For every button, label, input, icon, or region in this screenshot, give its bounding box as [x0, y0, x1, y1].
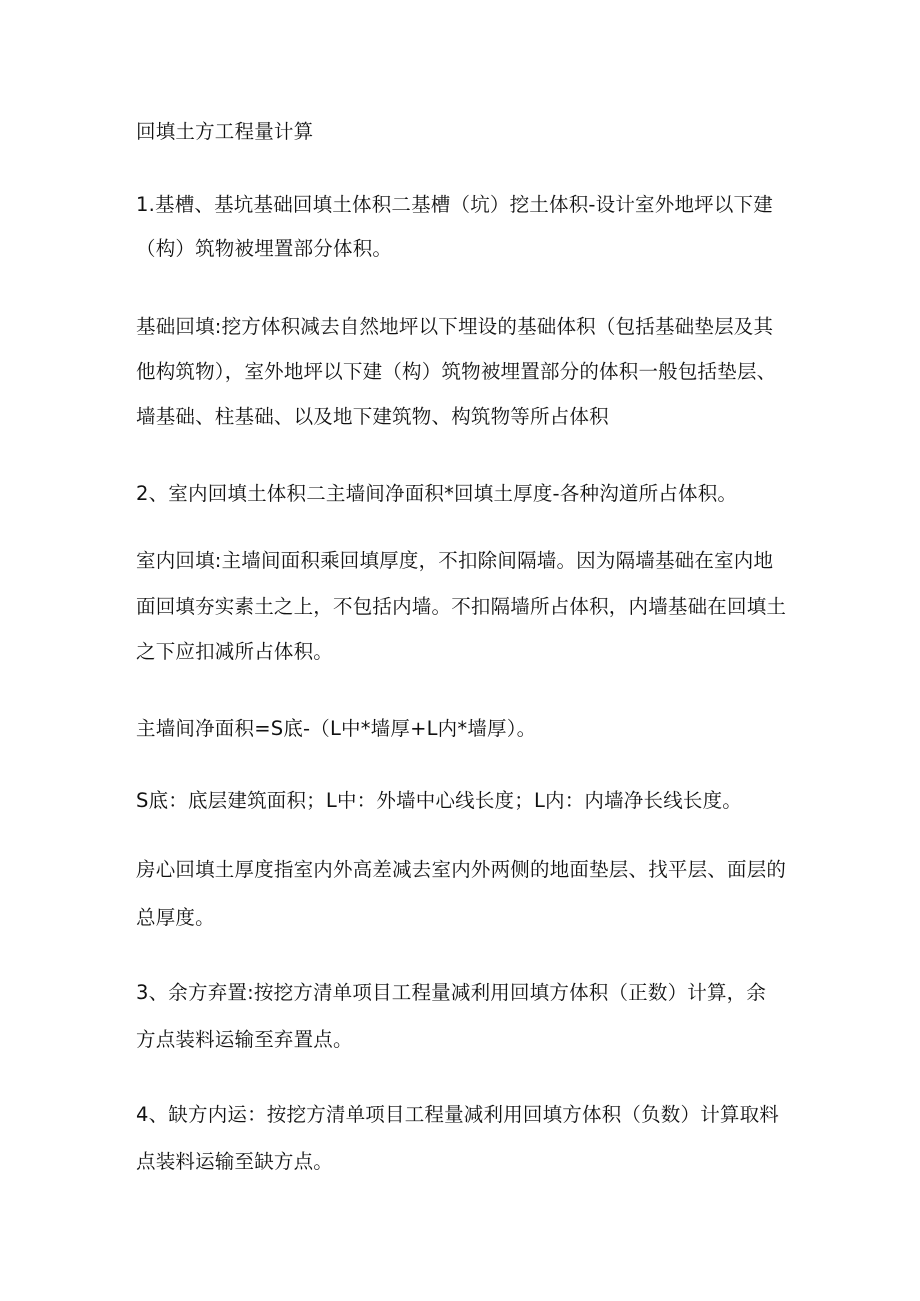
paragraph-line: 1.基槽、基坑基础回填土体积二基槽（坑）挖土体积-设计室外地坪以下建: [136, 193, 773, 216]
paragraph-line: 室内回填:主墙间面积乘回填厚度，不扣除间隔墙。因为隔墙基础在室内地: [136, 549, 774, 572]
paragraph-line: 之下应扣减所占体积。: [136, 640, 334, 663]
paragraph-line: 墙基础、柱基础、以及地下建筑物、构筑物等所占体积: [136, 405, 609, 428]
paragraph-line: 面回填夯实素土之上，不包括内墙。不扣隔墙所占体积，内墙基础在回填土: [136, 595, 787, 618]
paragraph-line: 2、室内回填土体积二主墙间净面积*回填土厚度-各种沟道所占体积。: [136, 482, 738, 505]
paragraph-line: S底：底层建筑面积；L中：外墙中心线长度；L内：内墙净长线长度。: [136, 789, 743, 812]
paragraph-line: （构）筑物被埋置部分体积。: [136, 237, 393, 260]
paragraph-line: 主墙间净面积=S底-（L中*墙厚+L内*墙厚）。: [136, 717, 537, 740]
paragraph-line: 方点装料运输至弃置点。: [136, 1028, 353, 1051]
paragraph-line: 总厚度。: [136, 906, 215, 929]
document-title: 回填土方工程量计算: [136, 120, 314, 143]
paragraph-line: 点装料运输至缺方点。: [136, 1150, 334, 1173]
paragraph-line: 他构筑物），室外地坪以下建（构）筑物被埋置部分的体积一般包括垫层、: [136, 360, 777, 383]
paragraph-line: 房心回填土厚度指室内外高差减去室内外两侧的地面垫层、找平层、面层的: [136, 858, 787, 881]
paragraph-line: 基础回填:挖方体积减去自然地坪以下埋设的基础体积（包括基础垫层及其: [136, 315, 774, 338]
paragraph-line: 4、缺方内运：按挖方清单项目工程量减利用回填方体积（负数）计算取料: [136, 1103, 780, 1126]
paragraph-line: 3、余方弃置:按挖方清单项目工程量减利用回填方体积（正数）计算，余: [136, 981, 767, 1004]
